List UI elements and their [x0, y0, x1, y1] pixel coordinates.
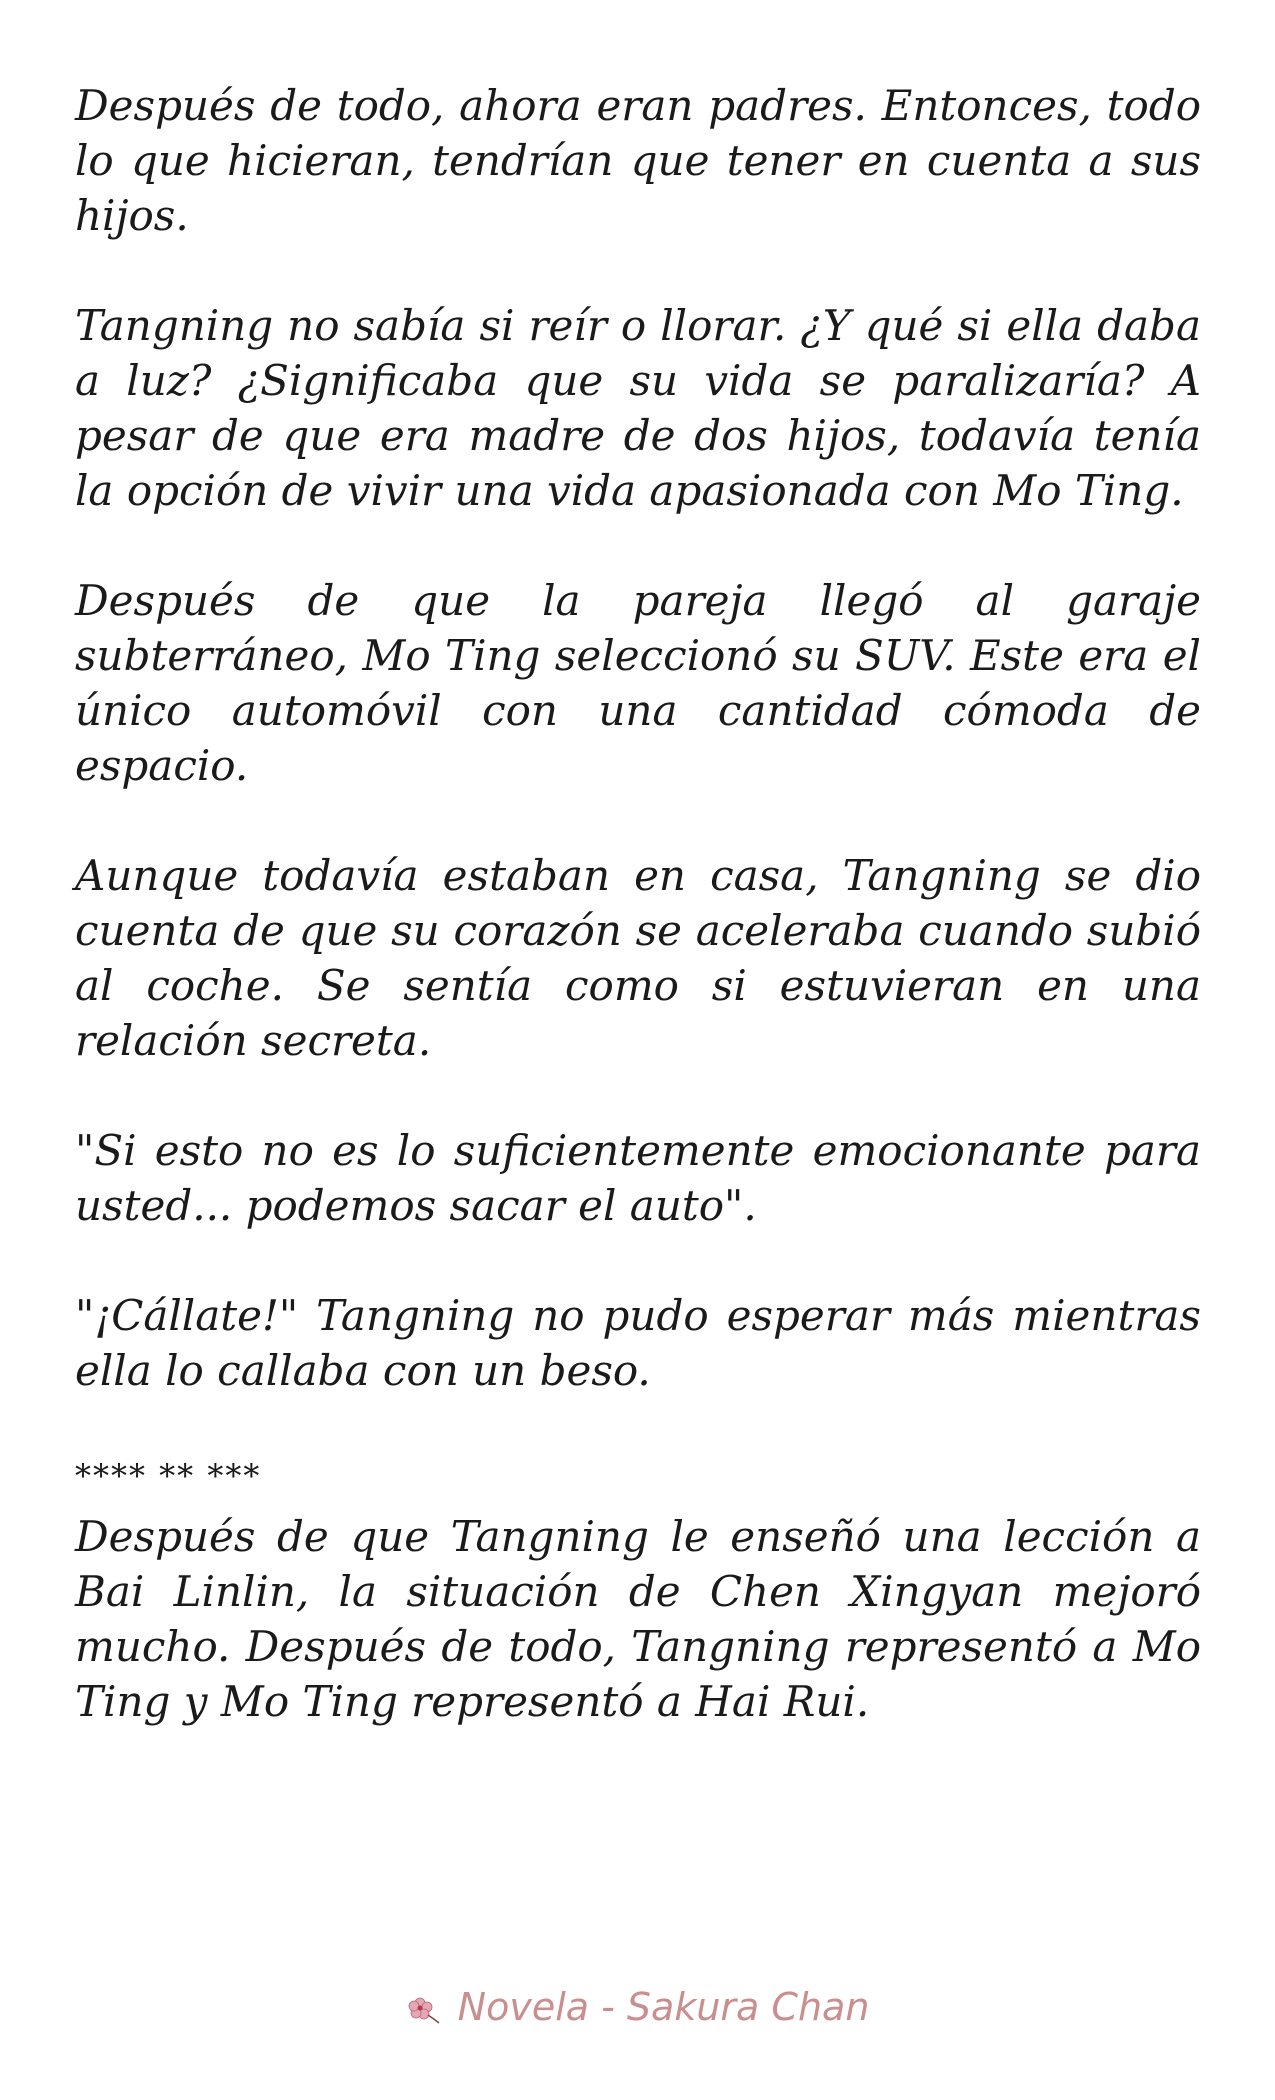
scene-separator: **** ** *** — [75, 1457, 262, 1495]
paragraph-6: "¡Cállate!" Tangning no pudo esperar más mientras ella lo callaba con un beso. — [75, 1291, 1201, 1395]
paragraph-4: Aunque todavía estaban en casa, Tangning se dio cuenta de que su corazón se aceleraba cuando subió al coche. Se sentía como si estuvieran en una relación secreta. — [75, 851, 1201, 1065]
paragraph-1: Después de todo, ahora eran padres. Entonces, todo lo que hicieran, tendrían que tener en cuenta a sus hijos. — [75, 81, 1201, 240]
paragraph-7: Después de que Tangning le enseñó una lección a Bai Linlin, la situación de Chen Xingyan mejoró mucho. Después de todo, Tangning representó a Mo Ting y Mo Ting representó a Hai Rui. — [75, 1512, 1201, 1726]
footer-text: Novela - Sakura Chan — [457, 1985, 870, 2029]
paragraph-3: Después de que la pareja llegó al garaje subterráneo, Mo Ting seleccionó su SUV. Este era el único automóvil con una cantidad cómoda de espacio. — [75, 576, 1201, 790]
paragraph-5: "Si esto no es lo suficientemente emocionante para usted... podemos sacar el auto". — [75, 1126, 1201, 1230]
story-text — [75, 78, 1201, 1784]
cherry-blossom-icon — [406, 1995, 440, 2025]
paragraph-2: Tangning no sabía si reír o llorar. ¿Y qué si ella daba a luz? ¿Significaba que su vida se paralizaría? A pesar de que era madre de dos hijos, todavía tenía la opción de vivir una vida apasionada con Mo Ting. — [75, 301, 1201, 515]
watermark-footer — [0, 1985, 1275, 2029]
